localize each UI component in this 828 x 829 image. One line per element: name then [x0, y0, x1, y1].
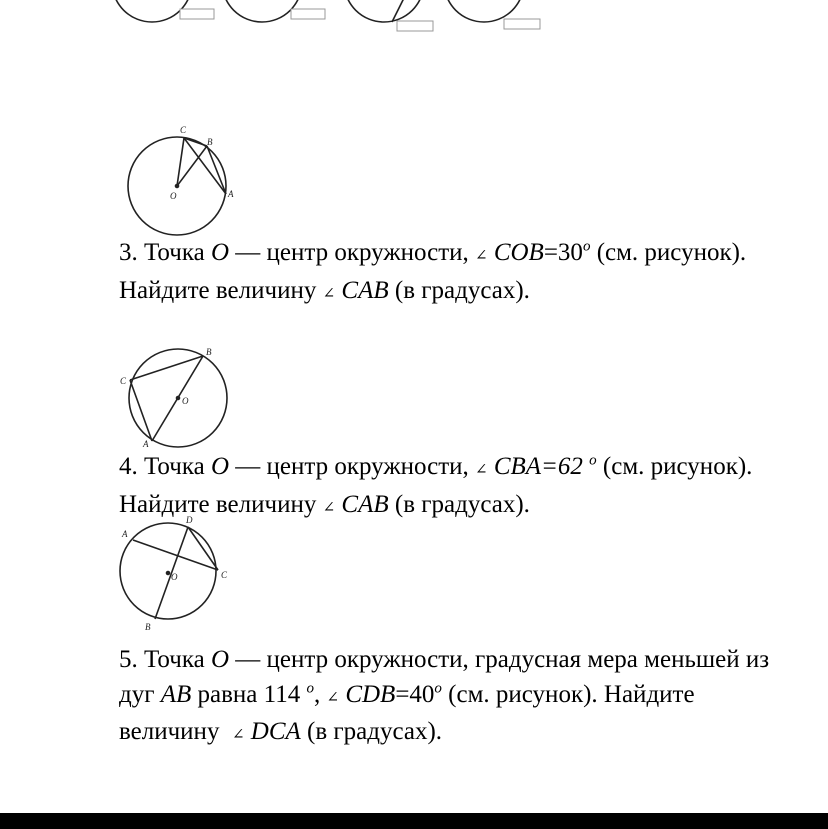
label-b: B [206, 347, 212, 357]
label-a: A [143, 439, 149, 449]
label-b: B [145, 622, 151, 632]
label-a: A [122, 529, 128, 539]
angle-symbol: ∠ [475, 248, 488, 264]
angle-symbol: ∠ [322, 285, 336, 302]
figure-problem-3 [115, 120, 245, 245]
angle-symbol: ∠ [322, 499, 336, 516]
segment-dc [188, 527, 218, 570]
answer-box-1 [180, 9, 214, 19]
label-o: O [171, 572, 178, 582]
label-d: D [186, 515, 193, 525]
figure-top-circles [0, 0, 828, 40]
label-o: O [182, 396, 189, 406]
degree-mark: o [434, 680, 442, 697]
label-c: C [180, 125, 187, 135]
problem-3: 3. Точка O — центр окружности, ∠ $COB=30^o$ (см. рисунок). Найдите величину ∠ CAB (в градусах). [119, 238, 747, 304]
answer-box-3 [397, 21, 433, 31]
top-circle-3 [344, 0, 424, 22]
answer-box-4 [504, 19, 540, 29]
center-point [177, 397, 180, 400]
problem-4: 4. Точка O — центр окружности, ∠ CBA=62 $^o$ (см. рисунок). Найдите величину ∠ CAB (в градусах). [119, 452, 753, 518]
label-c: C [221, 570, 228, 580]
bottom-black-bar [0, 813, 828, 829]
segment-ac [133, 540, 218, 570]
label-c: C [120, 376, 127, 386]
degree-mark: o [582, 238, 591, 255]
center-point [176, 185, 179, 188]
degree-mark: o [589, 452, 597, 469]
top-circle-2 [222, 0, 302, 22]
degree-mark: o [306, 680, 314, 697]
figure-problem-5 [112, 515, 242, 635]
label-b: B [207, 137, 213, 147]
center-point [167, 572, 170, 575]
segment-cb [130, 356, 203, 380]
problem-5: 5. Точка O — центр окружности, градусная мера меньшей из дуг AB равна 114 $^o$, ∠ $CDB=40^o$ (см. рисунок). Найдите величину ∠ DCA (в градусах). [119, 646, 770, 745]
label-o: O [170, 191, 177, 201]
figure-problem-4 [115, 340, 245, 450]
label-a: A [228, 189, 234, 199]
angle-symbol: ∠ [231, 727, 245, 743]
answer-box-2 [291, 9, 325, 19]
angle-symbol: ∠ [326, 689, 340, 706]
angle-symbol: ∠ [475, 462, 488, 478]
segment-ca [130, 380, 152, 441]
